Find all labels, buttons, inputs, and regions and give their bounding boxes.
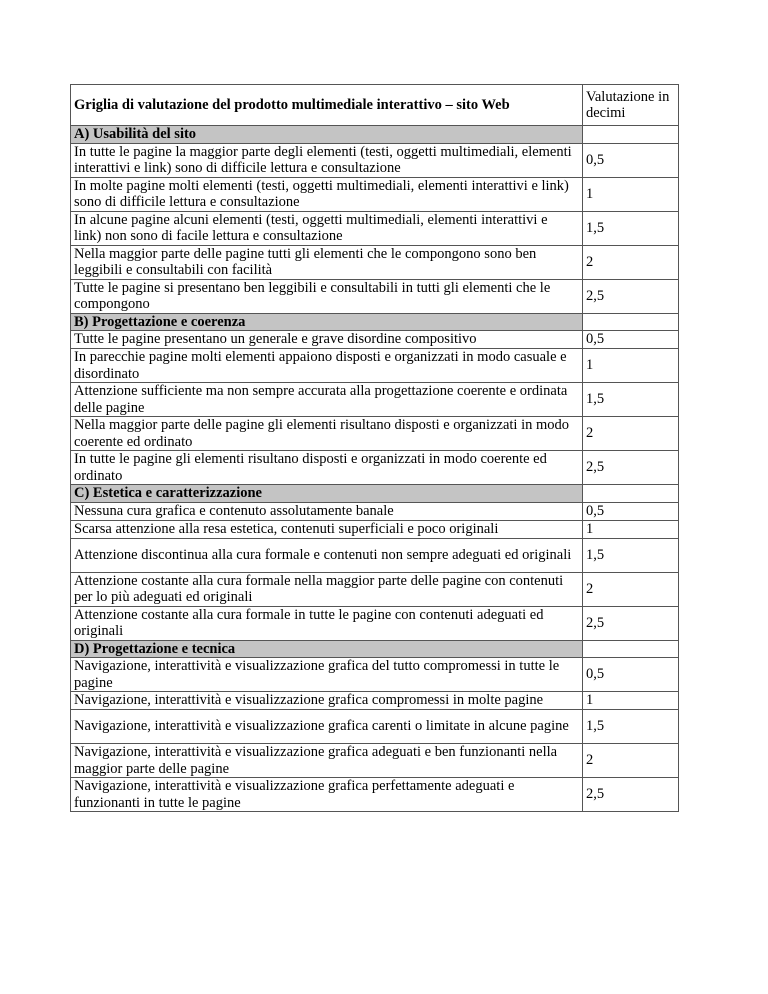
criterion-score: 1,5: [583, 383, 679, 417]
table-row: [71, 245, 679, 279]
grid-title: Griglia di valutazione del prodotto multimediale interattivo – sito Web: [71, 85, 583, 126]
table-row: [71, 692, 679, 710]
table-row: [71, 658, 679, 692]
table-row: [71, 538, 679, 572]
criterion-score: 1,5: [583, 538, 679, 572]
criterion-score: 1,5: [583, 211, 679, 245]
criterion-text: Attenzione discontinua alla cura formale e contenuti non sempre adeguati ed originali: [71, 538, 583, 572]
criterion-text: Navigazione, interattività e visualizzazione grafica perfettamente adeguati e funzionanti in tutte le pagine: [71, 778, 583, 812]
table-row: [71, 572, 679, 606]
criterion-score: 1,5: [583, 710, 679, 744]
table-row: [71, 331, 679, 349]
criterion-text: In molte pagine molti elementi (testi, oggetti multimediali, elementi interattivi e link) sono di difficile lettura e consultazione: [71, 177, 583, 211]
section-title: B) Progettazione e coerenza: [71, 313, 583, 331]
criterion-text: In alcune pagine alcuni elementi (testi, oggetti multimediali, elementi interattivi e link) non sono di facile lettura e consultazione: [71, 211, 583, 245]
section-header-row: [71, 640, 679, 658]
section-score-cell: [583, 640, 679, 658]
criterion-score: 0,5: [583, 658, 679, 692]
criterion-text: Navigazione, interattività e visualizzazione grafica adeguati e ben funzionanti nella maggior parte delle pagine: [71, 744, 583, 778]
criterion-score: 1: [583, 692, 679, 710]
section-header-row: [71, 126, 679, 144]
criterion-text: Navigazione, interattività e visualizzazione grafica compromessi in molte pagine: [71, 692, 583, 710]
criterion-text: Scarsa attenzione alla resa estetica, contenuti superficiali e poco originali: [71, 520, 583, 538]
criterion-score: 1: [583, 349, 679, 383]
criterion-score: 2: [583, 572, 679, 606]
criterion-text: Attenzione costante alla cura formale nella maggior parte delle pagine con contenuti per lo più adeguati ed originali: [71, 572, 583, 606]
criterion-score: 0,5: [583, 502, 679, 520]
section-score-cell: [583, 313, 679, 331]
section-title: A) Usabilità del sito: [71, 126, 583, 144]
table-row: [71, 451, 679, 485]
table-row: [71, 211, 679, 245]
criterion-score: 2: [583, 744, 679, 778]
criterion-score: 1: [583, 177, 679, 211]
criterion-score: 1: [583, 520, 679, 538]
criterion-text: Navigazione, interattività e visualizzazione grafica carenti o limitate in alcune pagine: [71, 710, 583, 744]
criterion-text: Tutte le pagine presentano un generale e grave disordine compositivo: [71, 331, 583, 349]
section-title: D) Progettazione e tecnica: [71, 640, 583, 658]
table-row: [71, 143, 679, 177]
score-column-header: Valutazione in decimi: [583, 85, 679, 126]
criterion-score: 0,5: [583, 143, 679, 177]
criterion-score: 2: [583, 245, 679, 279]
table-row: [71, 417, 679, 451]
section-score-cell: [583, 485, 679, 503]
table-row: [71, 520, 679, 538]
criterion-text: Nessuna cura grafica e contenuto assolutamente banale: [71, 502, 583, 520]
criterion-text: In tutte le pagine gli elementi risultano disposti e organizzati in modo coerente ed ordinato: [71, 451, 583, 485]
criterion-score: 2,5: [583, 606, 679, 640]
table-header-row: [71, 85, 679, 126]
evaluation-grid-table: [70, 84, 679, 812]
table-row: [71, 744, 679, 778]
section-title: C) Estetica e caratterizzazione: [71, 485, 583, 503]
table-row: [71, 383, 679, 417]
criterion-score: 2,5: [583, 279, 679, 313]
criterion-score: 2,5: [583, 778, 679, 812]
table-row: [71, 710, 679, 744]
section-header-row: [71, 485, 679, 503]
criterion-text: Nella maggior parte delle pagine tutti gli elementi che le compongono sono ben leggibili e consultabili con facilità: [71, 245, 583, 279]
criterion-text: In tutte le pagine la maggior parte degli elementi (testi, oggetti multimediali, elementi interattivi e link) sono di difficile lettura e consultazione: [71, 143, 583, 177]
criterion-score: 0,5: [583, 331, 679, 349]
criterion-score: 2: [583, 417, 679, 451]
table-row: [71, 502, 679, 520]
table-row: [71, 606, 679, 640]
criterion-text: Navigazione, interattività e visualizzazione grafica del tutto compromessi in tutte le pagine: [71, 658, 583, 692]
criterion-score: 2,5: [583, 451, 679, 485]
table-row: [71, 349, 679, 383]
table-row: [71, 177, 679, 211]
criterion-text: In parecchie pagine molti elementi appaiono disposti e organizzati in modo casuale e disordinato: [71, 349, 583, 383]
criterion-text: Attenzione sufficiente ma non sempre accurata alla progettazione coerente e ordinata delle pagine: [71, 383, 583, 417]
section-header-row: [71, 313, 679, 331]
criterion-text: Nella maggior parte delle pagine gli elementi risultano disposti e organizzati in modo coerente ed ordinato: [71, 417, 583, 451]
table-row: [71, 778, 679, 812]
table-row: [71, 279, 679, 313]
section-score-cell: [583, 126, 679, 144]
criterion-text: Attenzione costante alla cura formale in tutte le pagine con contenuti adeguati ed originali: [71, 606, 583, 640]
criterion-text: Tutte le pagine si presentano ben leggibili e consultabili in tutti gli elementi che le compongono: [71, 279, 583, 313]
